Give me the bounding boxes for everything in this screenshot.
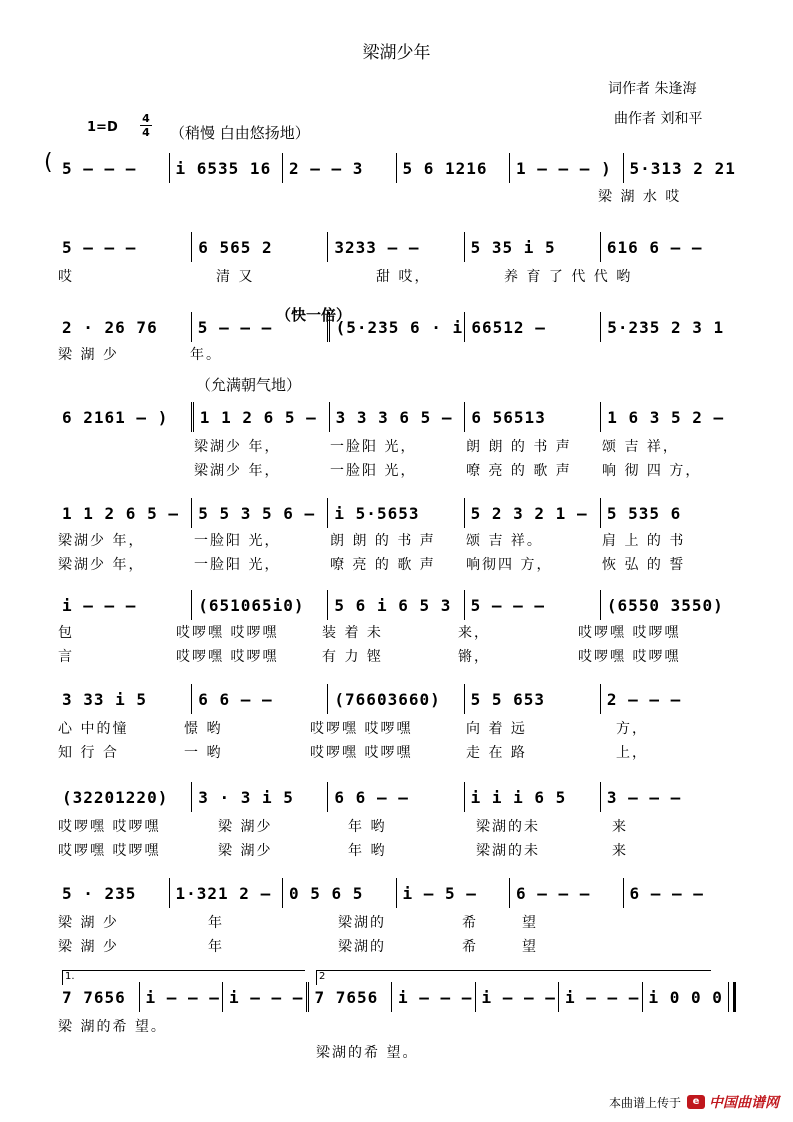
measure: 3 3 3 6 5 – [329,402,465,432]
logo-text: 中国曲谱网 [709,1095,779,1111]
lyric-word: 走 在 路 [466,745,527,761]
measure: i – 5 – [396,878,510,908]
repeat-end-measure: 7 7656 [306,982,392,1012]
lyric-word: 来 [612,843,628,859]
measure: i – – – [475,982,559,1012]
measure: 3 · 3 i 5 [191,782,327,812]
lyric-word: 年 [208,915,224,931]
lyric-word: 一 哟 [184,745,223,761]
measure: 6 565 2 [191,232,327,262]
logo-icon: e [687,1095,705,1109]
measure: 1 6 3 5 2 – [600,402,736,432]
lyric-word: 颂 吉 祥， [602,439,679,455]
measure: 0 5 6 5 [282,878,396,908]
measure: 5 – – – [464,590,600,620]
lyric-word: 朗 朗 的 书 声 [330,533,436,549]
measure: 3 – – – [600,782,736,812]
lyric-word: 响彻四 方， [466,557,553,573]
tempo-fast: （快一倍） [276,306,352,324]
lyric-word: 来， [458,625,490,641]
measure: 1 1 2 6 5 – [62,503,179,523]
staff-row-4 [56,402,736,432]
measure: i i i 6 5 [464,782,600,812]
measure: (651065i0) [191,590,327,620]
lyric-word: 年 [208,939,224,955]
lyric-line [58,530,738,550]
tempo-spirited: （允满朝气地） [196,376,302,394]
measure: 616 6 – – [600,232,736,262]
staff-row-5 [56,498,736,528]
measure: 5 5 653 [464,684,600,714]
staff-row-6 [56,590,736,620]
lyric-word: 嘹 亮 的 歌 声 [466,463,572,479]
measure: 5 – – – [191,312,327,342]
lyric-word: 朗 朗 的 书 声 [466,439,572,455]
lyric-word: 响 彻 四 方， [602,463,702,479]
lyric-word: 梁湖的 [338,915,386,931]
composer-credit: 曲作者 刘和平 [614,111,703,127]
final-barline [728,982,736,1012]
measure: (6550 3550) [600,590,736,620]
lyric-word: 肩 上 的 书 [602,533,686,549]
lyric-word: 有 力 铿 [322,649,383,665]
lyric-word: 希 [462,939,478,955]
lyric-word: 心 中的憧 [58,721,129,737]
lyric-line-verse-2 [58,840,738,860]
lyric-line [58,622,738,642]
measure: 5·313 2 21 [623,153,737,183]
measure: 6 – – – [509,878,623,908]
lyric-word: 希 [462,915,478,931]
lyric-word: 望 [522,939,538,955]
measure: 7 7656 [62,987,126,1007]
lyric-word: 哎啰嘿 哎啰嘿 [310,721,413,737]
lyric-word: 装 着 未 [322,625,383,641]
measure: 66512 – [464,312,600,342]
lyric-word: 憬 哟 [184,721,223,737]
lyric-word: 梁湖的 [338,939,386,955]
lyric-word: 梁 湖 少 [58,939,119,955]
measure: i – – – [139,982,223,1012]
lyric-word: 哎啰嘿 哎啰嘿 [176,625,279,641]
lyric-word: 哎啰嘿 哎啰嘿 [58,843,161,859]
measure: 6 6 – – [191,684,327,714]
staff-row-9 [56,878,736,908]
measure: 1·321 2 – [169,878,283,908]
lyric-line-verse-2 [58,646,738,666]
lyric-word: 哎啰嘿 哎啰嘿 [58,819,161,835]
lyric-word: 上， [616,745,648,761]
measure: 6 2161 – ) [62,407,169,427]
lyric-word: 望 [522,915,538,931]
measure: 5 – – – [62,158,137,178]
volta-first-ending: 1. [62,970,305,985]
measure: 3233 – – [327,232,463,262]
lyric-word: 梁 湖 少 [58,347,119,363]
lyric-word: 清 又 [216,269,255,285]
tempo-intro: （稍慢 白由悠扬地） [170,124,310,142]
lyric-word: 哎 [58,269,74,285]
lyric-line-verse-2 [58,554,738,574]
staff-row-10 [56,982,736,1012]
lyric-word: 梁 湖少 [218,843,273,859]
footer-text: 本曲谱上传于 [608,1095,681,1110]
lyric-word: 梁湖的未 [476,819,540,835]
lyric-word: 哎啰嘿 哎啰嘿 [578,649,681,665]
lyric-line-verse-2 [58,742,738,762]
lyric-word: 嘹 亮 的 歌 声 [330,557,436,573]
staff-row-2 [56,232,736,262]
lyric-line [58,266,738,286]
lyric-line: 梁 湖的希 望。 [58,1019,167,1035]
lyric-word: 年 哟 [348,819,387,835]
lyric-word [58,436,194,456]
staff-row-8 [56,782,736,812]
measure: 2 · 26 76 [62,317,158,337]
lyric-word: 一脸阳 光， [194,533,281,549]
measure: 5 · 235 [62,883,137,903]
lyric-word: 言 [58,649,74,665]
lyric-word: 方， [616,721,648,737]
lyric-line [58,912,738,932]
measure: 5 535 6 [600,498,736,528]
time-signature-top: 4 [142,112,150,125]
lyric-word: 恢 弘 的 誓 [602,557,686,573]
measure: 5 6 1216 [396,153,510,183]
repeat-start-measure: (5·235 6 · i [327,312,465,342]
volta-second-ending: 2 [316,970,711,985]
staff-row-7 [56,684,736,714]
lyric-word: 一脸阳 光， [330,463,417,479]
lyric-word: 锵， [458,649,490,665]
lyric-line: 梁 湖 水 哎 [598,189,682,205]
staff-row-3 [56,312,736,342]
measure: 5 – – – [62,237,137,257]
lyric-word: 一脸阳 光， [194,557,281,573]
measure: 5 35 i 5 [464,232,600,262]
lyric-word: 包 [58,625,74,641]
measure: (32201220) [62,787,169,807]
lyric-word: 颂 吉 祥。 [466,533,543,549]
lyric-word: 知 行 合 [58,745,119,761]
measure: 5 6 i 6 5 3 [327,590,463,620]
measure: 1 1 2 6 5 – [191,402,329,432]
lyric-line [58,344,738,364]
measure: 1 – – – ) [509,153,623,183]
measure: 6 56513 [464,402,600,432]
time-signature [140,112,152,139]
lyric-word: 甜 哎， [376,269,431,285]
footer [609,1092,779,1112]
measure: 3 33 i 5 [62,689,148,709]
lyric-word: 年。 [190,347,222,363]
staff-row-1 [56,153,736,183]
measure: i – – – [558,982,642,1012]
lyric-line [58,816,738,836]
key-signature: 1=D [87,120,118,135]
measure: 2 – – – [600,684,736,714]
measure: i – – – [391,982,475,1012]
lyric-word: 来 [612,819,628,835]
lyric-word [58,460,194,480]
measure: 5 5 3 5 6 – [191,498,327,528]
lyric-word: 哎啰嘿 哎啰嘿 [578,625,681,641]
lyric-word: 梁湖少 年， [58,533,145,549]
measure: i – – – [222,982,306,1012]
measure: i 0 0 0 [642,982,726,1012]
lyric-line [58,718,738,738]
lyric-word: 一脸阳 光， [330,439,417,455]
lyric-word: 哎啰嘿 哎啰嘿 [310,745,413,761]
measure: 5 2 3 2 1 – [464,498,600,528]
lyric-word: 梁湖少 年， [194,439,281,455]
measure: i 6535 16 [169,153,283,183]
lyric-word: 梁湖的未 [476,843,540,859]
measure: (76603660) [327,684,463,714]
lyric-word: 向 着 远 [466,721,527,737]
lyric-line-verse-2 [58,460,738,480]
measure: 6 6 – – [327,782,463,812]
measure: 6 – – – [623,878,737,908]
lyric-word: 养 育 了 代 代 哟 [504,269,633,285]
page-title: 梁湖少年 [362,43,431,63]
lyric-line-second-ending: 梁湖的希 望。 [316,1045,419,1061]
measure: i – – – [62,595,137,615]
opening-bracket: ( [44,150,53,175]
time-signature-bottom: 4 [142,126,150,139]
measure: 5·235 2 3 1 [600,312,736,342]
lyric-word: 梁 湖少 [218,819,273,835]
lyric-word: 哎啰嘿 哎啰嘿 [176,649,279,665]
lyric-word: 梁湖少 年， [194,463,281,479]
lyric-line-verse-2 [58,936,738,956]
site-logo[interactable] [687,1092,779,1112]
measure: i 5·5653 [327,498,463,528]
lyric-word: 梁湖少 年， [58,557,145,573]
lyric-word: 梁 湖 少 [58,915,119,931]
lyric-word: 年 哟 [348,843,387,859]
lyricist-credit: 词作者 朱逢海 [608,81,697,97]
lyric-line [58,436,738,456]
measure: 2 – – 3 [282,153,396,183]
